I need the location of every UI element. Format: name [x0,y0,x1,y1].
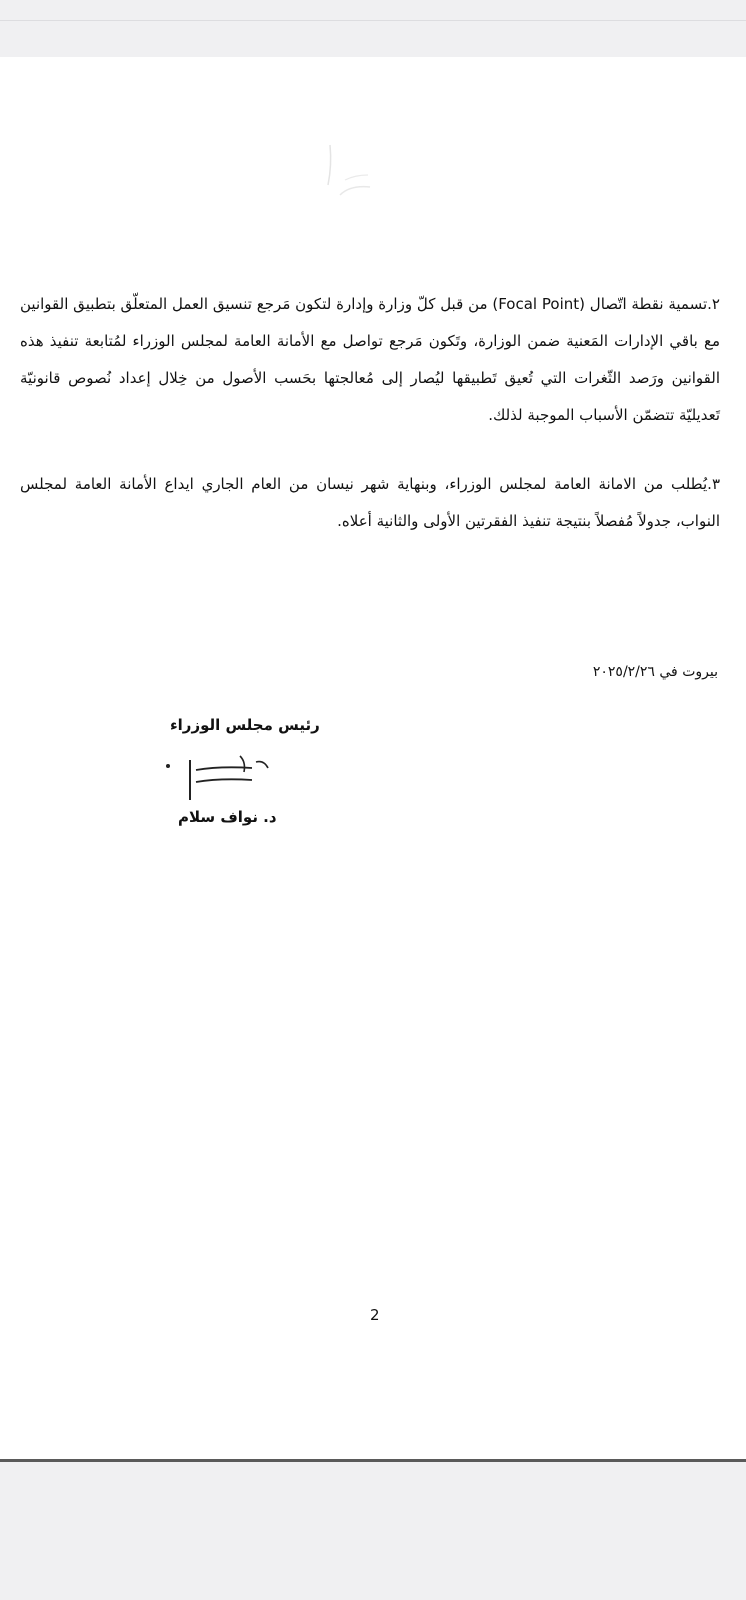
page-bottom-edge [0,1459,746,1462]
top-divider [0,20,746,21]
faint-stamp-mark [320,125,380,215]
paragraph-2: ٢.تسمية نقطة اتّصال (Focal Point) من قبل كلّ وزارة وإدارة لتكون مَرجع تنسيق العمل المتعلّق بتطبيق القوانين مع باقي الإدارات المَعنية ضمن الوزارة، وتَكون مَرجع تواصل مع الأمانة العامة لمجلس الوزراء لمُتابعة تنفيذ هذه القوانين ورَصد الثّغرات التي تُعيق تَطبيقها ليُصار إلى مُعالجتها بحَسب الأصول من خِلال إعداد نُصوص قانونيّة تَعديليّة تتضمّن الأسباب الموجبة لذلك. [20,295,720,424]
document-page [0,57,746,1461]
viewer-top-bar [0,0,746,57]
signature [160,752,290,812]
page-number: 2 [370,1306,380,1324]
signer-name: د. نواف سلام [178,808,277,826]
date-line: بيروت في ٢٠٢٥/٢/٢٦ [592,664,718,680]
paragraph-3: ٣.يُطلب من الامانة العامة لمجلس الوزراء، وبنهاية شهر نيسان من العام الجاري ايداع الأمانة العامة لمجلس النواب، جدولاً مُفصلاً بنتيجة تنفيذ الفقرتين الأولى والثانية أعلاه. [20,475,720,530]
signer-title: رئيس مجلس الوزراء [170,716,320,734]
